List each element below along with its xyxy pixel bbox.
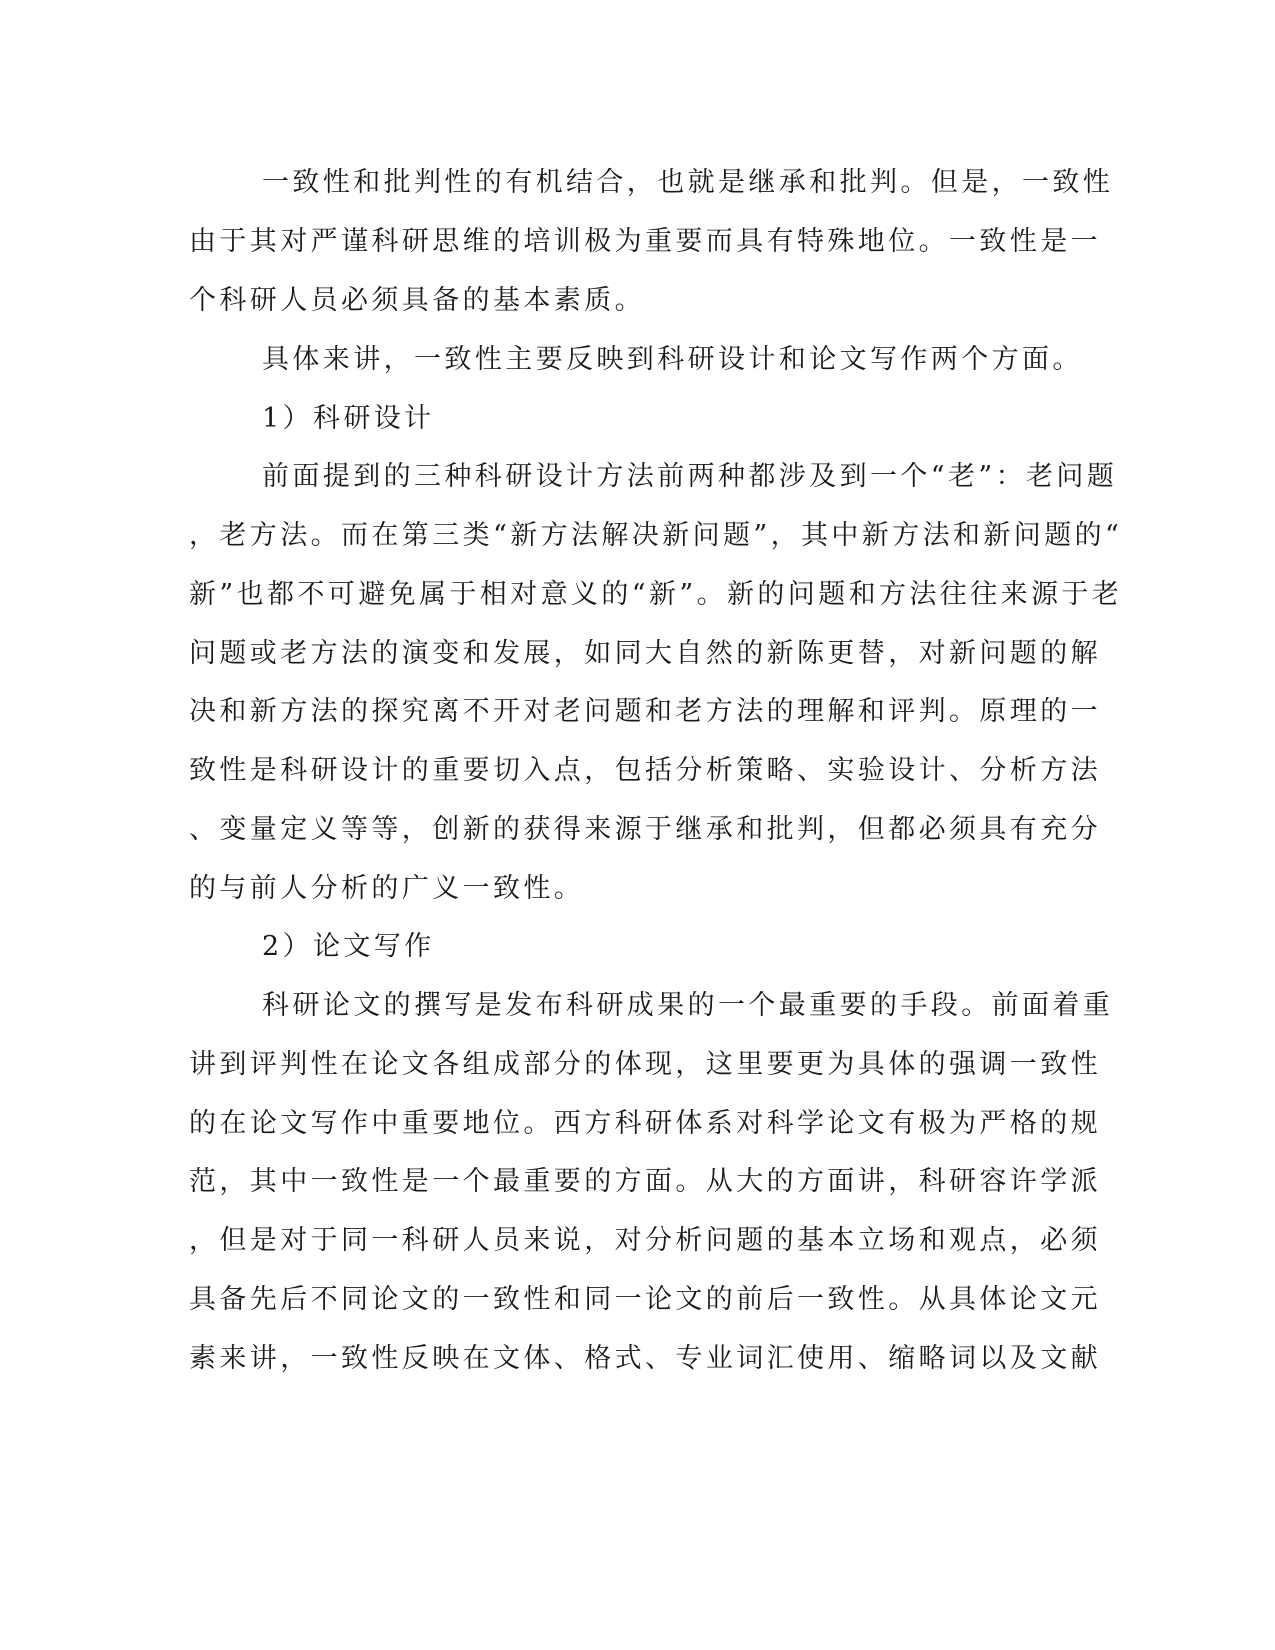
text-line: 由于其对严谨科研思维的培训极为重要而具有特殊地位。一致性是一	[189, 226, 1101, 257]
text-line: 决和新方法的探究离不开对老问题和老方法的理解和评判。原理的一	[189, 696, 1101, 727]
section-heading: 1）科研设计	[262, 403, 435, 434]
text-line: 具体来讲，一致性主要反映到科研设计和论文写作两个方面。	[262, 344, 1083, 375]
section-heading: 2）论文写作	[262, 931, 435, 962]
text-line: 的与前人分析的广义一致性。	[189, 873, 585, 904]
text-line: 个科研人员必须具备的基本素质。	[189, 285, 645, 316]
text-line: 范，其中一致性是一个最重要的方面。从大的方面讲，科研容许学派	[189, 1166, 1101, 1197]
text-line: 新”也都不可避免属于相对意义的“新”。新的问题和方法往往来源于老	[189, 579, 1123, 610]
text-line: 讲到评判性在论文各组成部分的体现，这里要更为具体的强调一致性	[189, 1049, 1101, 1080]
text-line: 致性是科研设计的重要切入点，包括分析策略、实验设计、分析方法	[189, 755, 1101, 786]
text-line: 素来讲，一致性反映在文体、格式、专业词汇使用、缩略词以及文献	[189, 1343, 1101, 1374]
text-line: 、变量定义等等，创新的获得来源于继承和批判，但都必须具有充分	[189, 814, 1101, 845]
text-line: 的在论文写作中重要地位。西方科研体系对科学论文有极为严格的规	[189, 1108, 1101, 1139]
text-line: 前面提到的三种科研设计方法前两种都涉及到一个“老”：老问题	[262, 461, 1118, 492]
text-line: ，老方法。而在第三类“新方法解决新问题”，其中新方法和新问题的“	[189, 520, 1123, 551]
text-line: 问题或老方法的演变和发展，如同大自然的新陈更替，对新问题的解	[189, 638, 1101, 669]
text-line: ，但是对于同一科研人员来说，对分析问题的基本立场和观点，必须	[189, 1225, 1101, 1256]
text-line: 具备先后不同论文的一致性和同一论文的前后一致性。从具体论文元	[189, 1284, 1101, 1315]
text-line: 一致性和批判性的有机结合，也就是继承和批判。但是，一致性	[262, 167, 1114, 198]
text-line: 科研论文的撰写是发布科研成果的一个最重要的手段。前面着重	[262, 990, 1114, 1021]
